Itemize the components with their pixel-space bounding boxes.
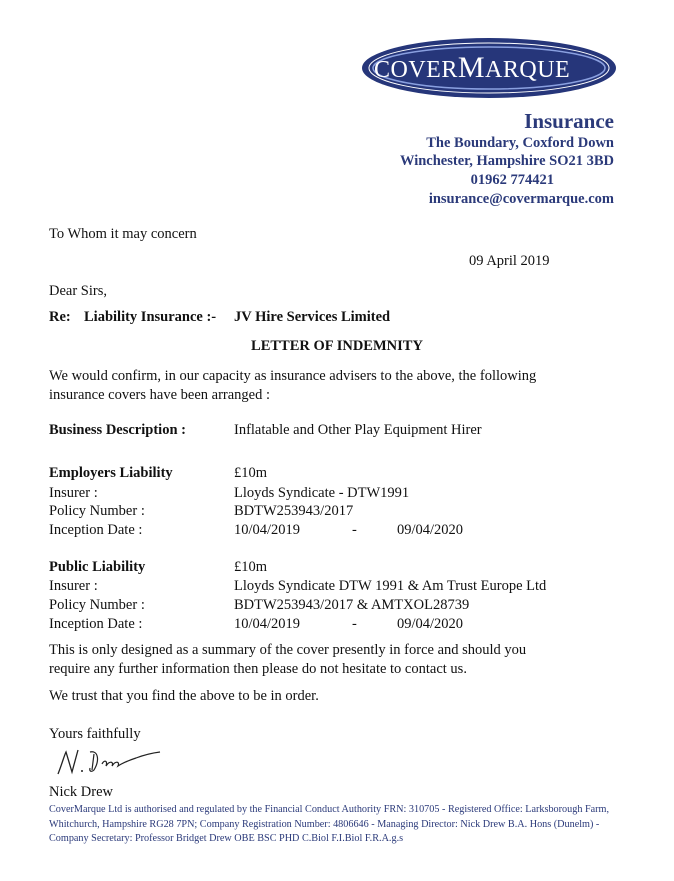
signatory-name: Nick Drew <box>49 784 114 800</box>
header-phone: 01962 774421 <box>470 172 554 188</box>
handwritten-signature-icon <box>54 744 164 780</box>
signature <box>54 744 164 780</box>
business-description-label: Business Description : <box>49 422 186 438</box>
trust-statement: We trust that you find the above to be in order. <box>49 688 319 704</box>
business-description-value: Inflatable and Other Play Equipment Hirer <box>234 422 482 438</box>
footer-regulatory-text: CoverMarque Ltd is authorised and regulated by the Financial Conduct Authority FRN: 310705 - Registered Office: Larksborough Farm, Whitchurch, Hampshire RG28 7PN; Company Registration Number: 4806646 - Managing Director: Nick Drew B.A. Hons (Dunelm) - Company Secretary: Professor Bridget Drew OBE BSC PHD C.Biol F.I.Biol F.R.A.g.s <box>49 804 610 844</box>
public-inception-start: 10/04/2019 <box>234 616 301 632</box>
public-inception-separator: - <box>352 616 357 632</box>
re-subject: Liability Insurance :- <box>84 309 217 325</box>
header-address-line1: The Boundary, Coxford Down <box>426 135 614 151</box>
intro-line1: We would confirm, in our capacity as insurance advisers to the above, the following <box>49 368 537 384</box>
summary-line1: This is only designed as a summary of the cover presently in force and should you <box>49 642 527 658</box>
header-address-line2: Winchester, Hampshire SO21 3BD <box>399 153 614 169</box>
employers-insurer-label: Insurer : <box>49 485 98 501</box>
public-inception-end: 09/04/2020 <box>397 616 464 632</box>
employers-inception-end: 09/04/2020 <box>397 522 464 538</box>
employers-insurer-value: Lloyds Syndicate - DTW1991 <box>234 485 410 501</box>
letter-heading: LETTER OF INDEMNITY <box>251 338 423 354</box>
public-liability-amount: £10m <box>234 559 268 575</box>
public-insurer-value: Lloyds Syndicate DTW 1991 & Am Trust Europe Ltd <box>234 578 547 594</box>
logo-text-cover: COVER <box>374 57 458 83</box>
employers-liability-amount: £10m <box>234 465 268 481</box>
employers-inception-label: Inception Date : <box>49 522 143 538</box>
addressee: To Whom it may concern <box>49 226 197 242</box>
header-email[interactable]: insurance@covermarque.com <box>428 191 614 207</box>
re-company: JV Hire Services Limited <box>234 309 391 325</box>
valediction: Yours faithfully <box>49 726 141 742</box>
public-policy-value: BDTW253943/2017 & AMTXOL28739 <box>234 597 470 613</box>
public-policy-label: Policy Number : <box>49 597 145 613</box>
public-liability-heading: Public Liability <box>49 559 146 575</box>
employers-policy-value: BDTW253943/2017 <box>234 503 354 519</box>
covermarque-logo <box>360 36 618 100</box>
summary-line2: require any further information then please do not hesitate to contact us. <box>49 661 467 677</box>
letter-date: 09 April 2019 <box>469 253 550 269</box>
salutation: Dear Sirs, <box>49 283 107 299</box>
employers-liability-heading: Employers Liability <box>49 465 173 481</box>
logo-text-m: M <box>457 51 486 84</box>
re-label: Re: <box>49 309 71 325</box>
employers-inception-separator: - <box>352 522 357 538</box>
employers-policy-label: Policy Number : <box>49 503 145 519</box>
intro-line2: insurance covers have been arranged : <box>49 387 271 403</box>
logo-text-arque: ARQUE <box>485 57 571 83</box>
public-insurer-label: Insurer : <box>49 578 98 594</box>
header-title: Insurance <box>524 109 614 133</box>
public-inception-label: Inception Date : <box>49 616 143 632</box>
employers-inception-start: 10/04/2019 <box>234 522 301 538</box>
